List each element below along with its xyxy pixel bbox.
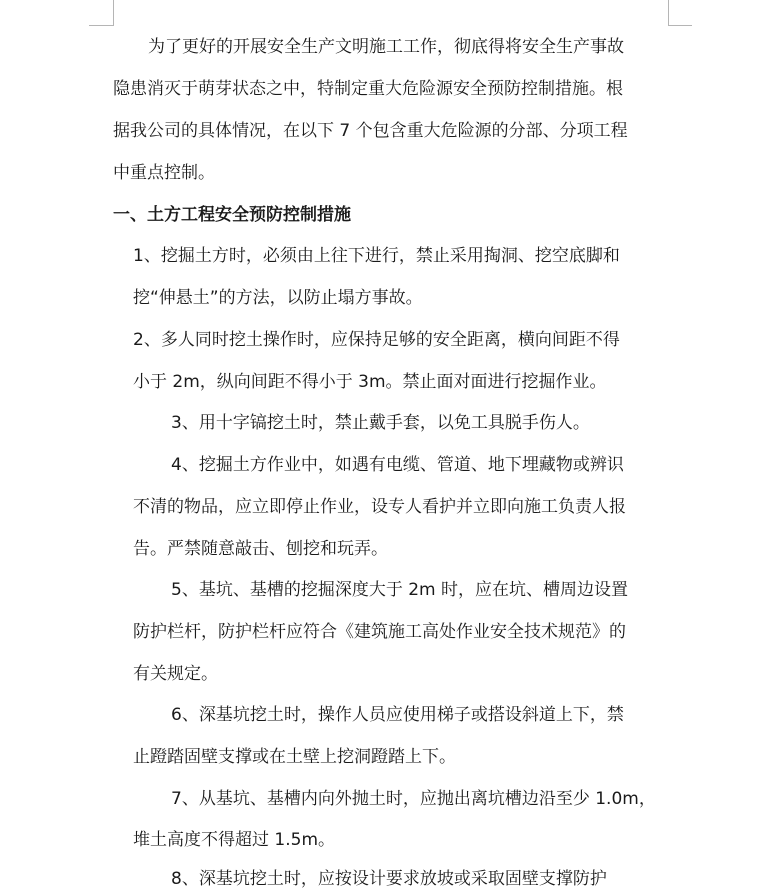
list-item-line: 5、基坑、基槽的挖掘深度大于 2m 时，应在坑、槽周边设置: [171, 580, 628, 600]
list-item-line: 不清的物品，应立即停止作业，设专人看护并立即向施工负责人报: [133, 497, 626, 517]
list-item-line: 防护栏杆，防护栏杆应符合《建筑施工高处作业安全技术规范》的: [133, 622, 626, 642]
list-item-line: 止蹬踏固壁支撑或在土壁上挖洞蹬踏上下。: [133, 747, 456, 767]
list-item-line: 堆土高度不得超过 1.5m。: [133, 830, 335, 850]
intro-line: 据我公司的具体情况，在以下 7 个包含重大危险源的分部、分项工程: [113, 121, 628, 141]
list-item-line: 小于 2m，纵向间距不得小于 3m。禁止面对面进行挖掘作业。: [133, 372, 607, 392]
list-item-line: 8、深基坑挖土时，应按设计要求放坡或采取固壁支撑防护: [171, 869, 607, 889]
page-corner-mark-top-left: [113, 0, 114, 26]
list-item-line: 有关规定。: [133, 664, 218, 684]
intro-line: 中重点控制。: [113, 163, 215, 183]
list-item-line: 6、深基坑挖土时，操作人员应使用梯子或搭设斜道上下，禁: [171, 705, 624, 725]
list-item-line: 挖“伸悬土”的方法，以防止塌方事故。: [133, 288, 423, 308]
list-item-line: 3、用十字镐挖土时，禁止戴手套，以免工具脱手伤人。: [171, 413, 590, 433]
section-heading: 一、土方工程安全预防控制措施: [113, 205, 351, 225]
page-corner-mark-top-right-h: [668, 25, 692, 26]
list-item-line: 2、多人同时挖土操作时，应保持足够的安全距离，横向间距不得: [133, 330, 620, 350]
intro-line: 隐患消灭于萌芽状态之中，特制定重大危险源安全预防控制措施。根: [113, 79, 623, 99]
intro-line: 为了更好的开展安全生产文明施工工作，彻底得将安全生产事故: [148, 37, 624, 57]
list-item-line: 告。严禁随意敲击、刨挖和玩弄。: [133, 539, 388, 559]
list-item-line: 1、挖掘土方时，必须由上往下进行，禁止采用掏洞、挖空底脚和: [133, 246, 620, 266]
list-item-line: 4、挖掘土方作业中，如遇有电缆、管道、地下埋藏物或辨识: [171, 455, 624, 475]
page-corner-mark-top-left-h: [89, 25, 113, 26]
list-item-line: 7、从基坑、基槽内向外抛土时，应抛出离坑槽边沿至少 1.0m，: [171, 789, 656, 809]
page-corner-mark-top-right: [668, 0, 669, 26]
